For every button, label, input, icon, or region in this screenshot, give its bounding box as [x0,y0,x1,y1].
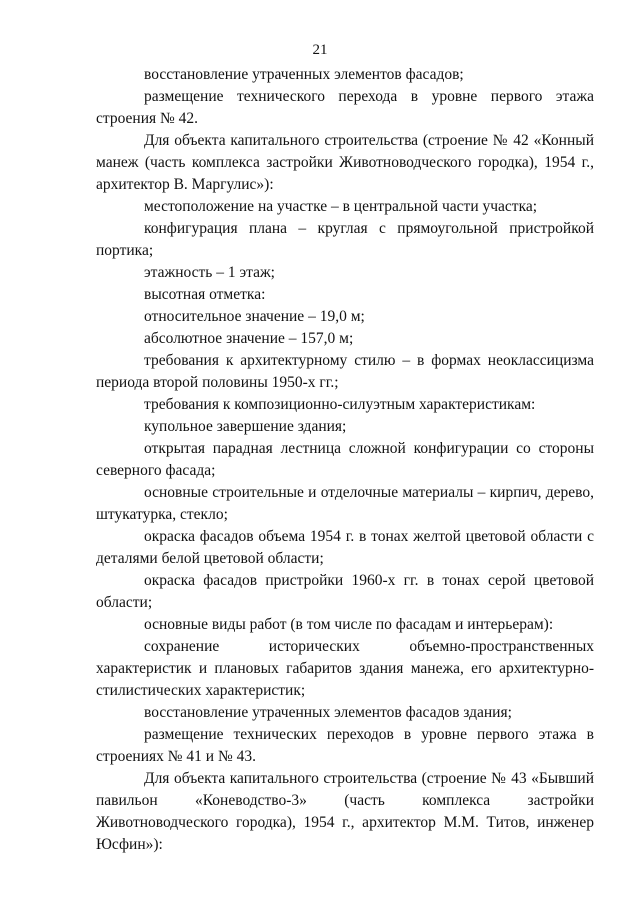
paragraph-8: относительное значение – 19,0 м; [144,308,365,325]
paragraph-20: размещение технических переходов в уровне первого этажа в строениях № 41 и № 43. [96,726,594,765]
paragraph-21: Для объекта капитального строительства (строение № 43 «Бывший павильон «Коневодство-3» (часть комплекса застройки Животноводческого городка), 1954 г., архитектор М.М. Титов, инженер Юсфин»): [96,770,594,853]
paragraph-9: абсолютное значение – 157,0 м; [144,330,354,347]
paragraph-13: открытая парадная лестница сложной конфигурации со стороны северного фасада; [96,440,594,479]
paragraph-5: конфигурация плана – круглая с прямоугольной пристройкой портика; [96,220,594,259]
page-number: 21 [312,42,328,58]
paragraph-3: Для объекта капитального строительства (строение № 42 «Конный манеж (часть комплекса застройки Животноводческого городка), 1954 г., архитектор В. Маргулис»): [96,132,594,193]
paragraph-16: окраска фасадов пристройки 1960-х гг. в тонах серой цветовой области; [96,572,594,611]
paragraph-17: основные виды работ (в том числе по фасадам и интерьерам): [144,616,554,633]
paragraph-10: требования к архитектурному стилю – в формах неоклассицизма периода второй половины 1950-х гг.; [96,352,594,391]
paragraph-1: восстановление утраченных элементов фасадов; [144,66,464,83]
paragraph-11: требования к композиционно-силуэтным характеристикам: [144,396,536,413]
paragraph-4: местоположение на участке – в центральной части участка; [144,198,538,215]
paragraph-6: этажность – 1 этаж; [144,264,275,281]
document-body [96,64,594,856]
paragraph-7: высотная отметка: [144,286,266,303]
paragraph-15: окраска фасадов объема 1954 г. в тонах желтой цветовой области с деталями белой цветовой области; [96,528,594,567]
paragraph-12: купольное завершение здания; [144,418,347,435]
paragraph-14: основные строительные и отделочные материалы – кирпич, дерево, штукатурка, стекло; [96,484,594,523]
paragraph-19: восстановление утраченных элементов фасадов здания; [144,704,512,721]
paragraph-2: размещение технического перехода в уровне первого этажа строения № 42. [96,88,594,127]
paragraph-18: сохранение исторических объемно-пространственных характеристик и плановых габаритов здания манежа, его архитектурно-стилистических характеристик; [96,638,594,699]
